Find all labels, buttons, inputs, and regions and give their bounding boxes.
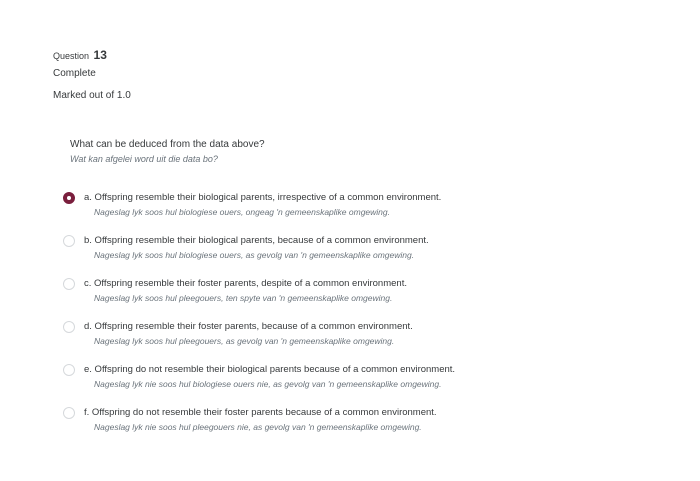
question-state: Complete xyxy=(53,68,96,79)
answer-option-e[interactable] xyxy=(62,363,662,406)
radio-button-c[interactable] xyxy=(63,278,75,290)
answer-label-c[interactable] xyxy=(84,277,644,305)
radio-button-a[interactable] xyxy=(63,192,75,204)
answer-option-b[interactable] xyxy=(62,234,662,277)
answer-text-afrikaans: Nageslag lyk nie soos hul pleegouers nie, as gevolg van 'n gemeenskaplike omgewing. xyxy=(94,422,422,432)
question-number xyxy=(53,46,131,64)
radio-button-d[interactable] xyxy=(63,321,75,333)
answer-text-english: e. Offspring do not resemble their biological parents because of a common environment. xyxy=(84,364,456,375)
answer-label-e[interactable] xyxy=(84,363,644,391)
answer-text-english: c. Offspring resemble their foster parents, despite of a common environment. xyxy=(84,278,407,289)
answer-text-english: f. Offspring do not resemble their foster parents because of a common environment. xyxy=(84,407,437,418)
answer-label-b[interactable] xyxy=(84,234,644,262)
answer-text-english: b. Offspring resemble their biological parents, because of a common environment. xyxy=(84,235,429,246)
answer-option-d[interactable] xyxy=(62,320,662,363)
answer-text-afrikaans: Nageslag lyk soos hul pleegouers, ten spyte van 'n gemeenskaplike omgewing. xyxy=(94,293,393,303)
answer-text-afrikaans: Nageslag lyk soos hul biologiese ouers, ongeag 'n gemeenskaplike omgewing. xyxy=(94,207,391,217)
radio-button-b[interactable] xyxy=(63,235,75,247)
answer-list xyxy=(62,191,662,449)
answer-text-english: d. Offspring resemble their foster parents, because of a common environment. xyxy=(84,321,413,332)
radio-button-f[interactable] xyxy=(63,407,75,419)
radio-button-e[interactable] xyxy=(63,364,75,376)
answer-option-c[interactable] xyxy=(62,277,662,320)
answer-text-afrikaans: Nageslag lyk soos hul pleegouers, as gevolg van 'n gemeenskaplike omgewing. xyxy=(94,336,395,346)
answer-option-a[interactable] xyxy=(62,191,662,234)
answer-label-a[interactable] xyxy=(84,191,644,219)
answer-text-afrikaans: Nageslag lyk nie soos hul biologiese ouers nie, as gevolg van 'n gemeenskaplike omgewing. xyxy=(94,379,442,389)
answer-label-d[interactable] xyxy=(84,320,644,348)
answer-text-english: a. Offspring resemble their biological parents, irrespective of a common environment. xyxy=(84,192,442,203)
answer-option-f[interactable] xyxy=(62,406,662,449)
question-info xyxy=(53,46,131,102)
question-number-value: 13 xyxy=(93,48,107,62)
question-grade: Marked out of 1.0 xyxy=(53,90,131,101)
answer-label-f[interactable] xyxy=(84,406,644,434)
question-label: Question xyxy=(53,51,90,61)
question-text xyxy=(70,138,265,166)
answer-text-afrikaans: Nageslag lyk soos hul biologiese ouers, as gevolg van 'n gemeenskaplike omgewing. xyxy=(94,250,415,260)
question-text-english: What can be deduced from the data above? xyxy=(70,139,265,150)
question-text-afrikaans: Wat kan afgelei word uit die data bo? xyxy=(70,154,218,164)
